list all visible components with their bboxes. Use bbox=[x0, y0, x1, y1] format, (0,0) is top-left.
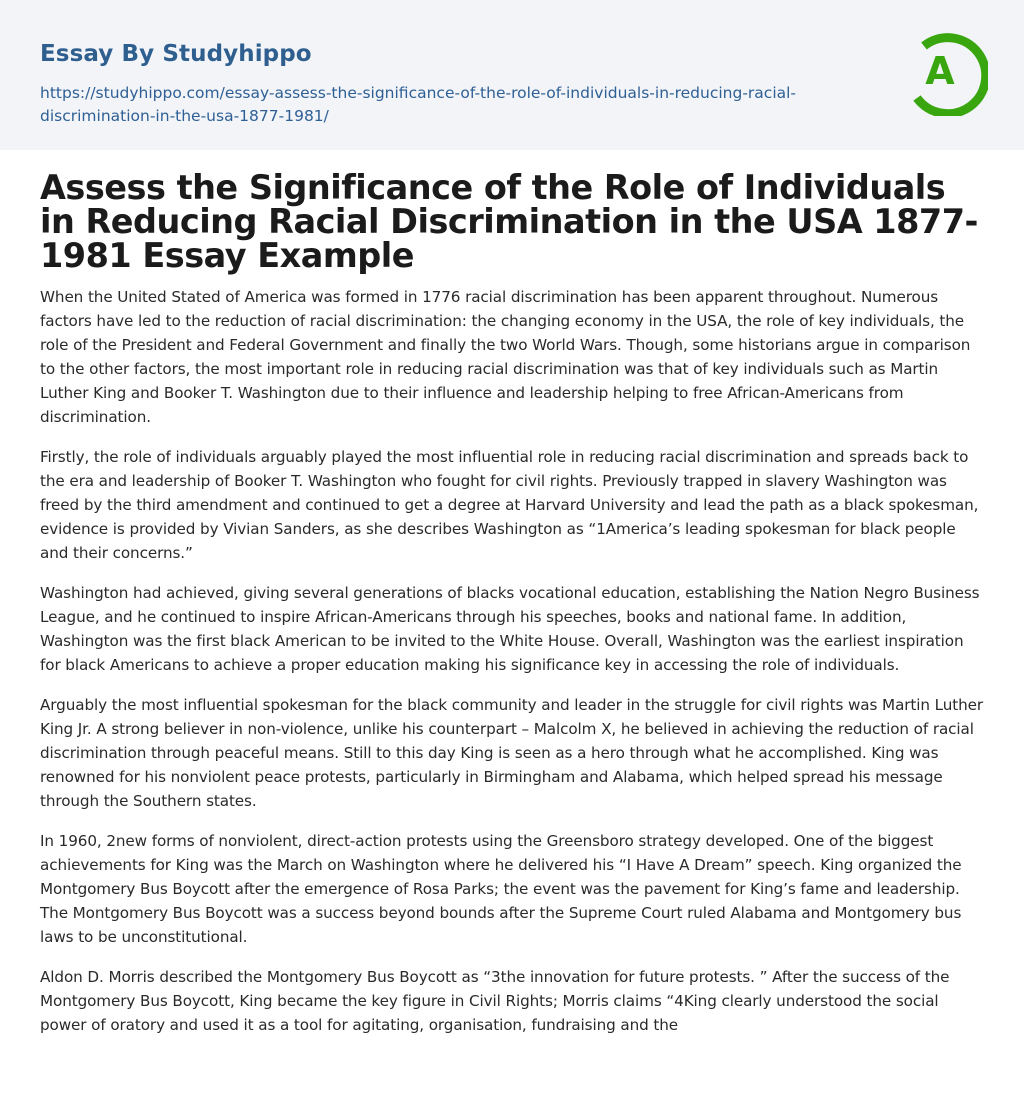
essay-paragraph: In 1960, 2new forms of nonviolent, direct-action protests using the Greensboro strategy developed. One of the biggest achievements for King was the March on Washington where he delivered his “I Have A Dream” speech. King organized the Montgomery Bus Boycott after the emergence of Rosa Parks; the event was the pavement for King’s fame and leadership. The Montgomery Bus Boycott was a success beyond bounds after the Supreme Court ruled Alabama and Montgomery bus laws to be unconstitutional. bbox=[40, 832, 962, 946]
logo-letter: A bbox=[925, 49, 955, 93]
essay-paragraph: When the United Stated of America was formed in 1776 racial discrimination has been apparent throughout. Numerous factors have led to the reduction of racial discrimination: the changing economy in the USA, the role of key individuals, the role of the President and Federal Government and finally the two World Wars. Though, some historians argue in comparison to the other factors, the most important role in reducing racial discrimination was that of key individuals such as Martin Luther King and Booker T. Washington due to their influence and leadership helping to free African-Americans from discrimination. bbox=[40, 288, 971, 426]
essay-url-link[interactable]: https://studyhippo.com/essay-assess-the-significance-of-the-role-of-individuals-in-reducing-racial-discrimination-in-the-usa-1877-1981/ bbox=[40, 84, 797, 125]
essay-body bbox=[40, 285, 986, 1037]
essay-paragraph: Washington had achieved, giving several generations of blacks vocational education, establishing the Nation Negro Business League, and he continued to inspire African-Americans through his speeches, books and national fame. In addition, Washington was the first black American to be invited to the White House. Overall, Washington was the earliest inspiration for black Americans to achieve a proper education making his significance key in accessing the role of individuals. bbox=[40, 584, 980, 674]
essay-content bbox=[40, 168, 986, 1053]
essay-title: Assess the Significance of the Role of Individuals in Reducing Racial Discrimination in the USA 1877- 1981 Essay Example bbox=[40, 168, 978, 275]
essay-paragraph: Arguably the most influential spokesman for the black community and leader in the struggle for civil rights was Martin Luther King Jr. A strong believer in non-violence, unlike his counterpart – Malcolm X, he believed in achieving the reduction of racial discrimination through peaceful means. Still to this day King is seen as a hero through what he accomplished. King was renowned for his nonviolent peace protests, particularly in Birmingham and Alabama, which helped spread his message through the Southern states. bbox=[40, 696, 984, 810]
essay-paragraph: Aldon D. Morris described the Montgomery Bus Boycott as “3the innovation for future protests. ” After the success of the Montgomery Bus Boycott, King became the key figure in Civil Rights; Morris claims “4King clearly understood the social power of oratory and used it as a tool for agitating, organisation, fundraising and the bbox=[40, 968, 950, 1034]
site-brand[interactable]: Essay By Studyhippo bbox=[40, 41, 312, 67]
essay-paragraph: Firstly, the role of individuals arguably played the most influential role in reducing racial discrimination and spreads back to the era and leadership of Booker T. Washington who fought for civil rights. Previously trapped in slavery Washington was freed by the third amendment and continued to get a degree at Harvard University and lead the path as a black spokesman, evidence is provided by Vivian Sanders, as she describes Washington as “1America’s leading spokesman for black people and their concerns.” bbox=[40, 448, 979, 562]
studyhippo-logo-icon[interactable] bbox=[904, 28, 988, 116]
site-header bbox=[0, 0, 1024, 150]
